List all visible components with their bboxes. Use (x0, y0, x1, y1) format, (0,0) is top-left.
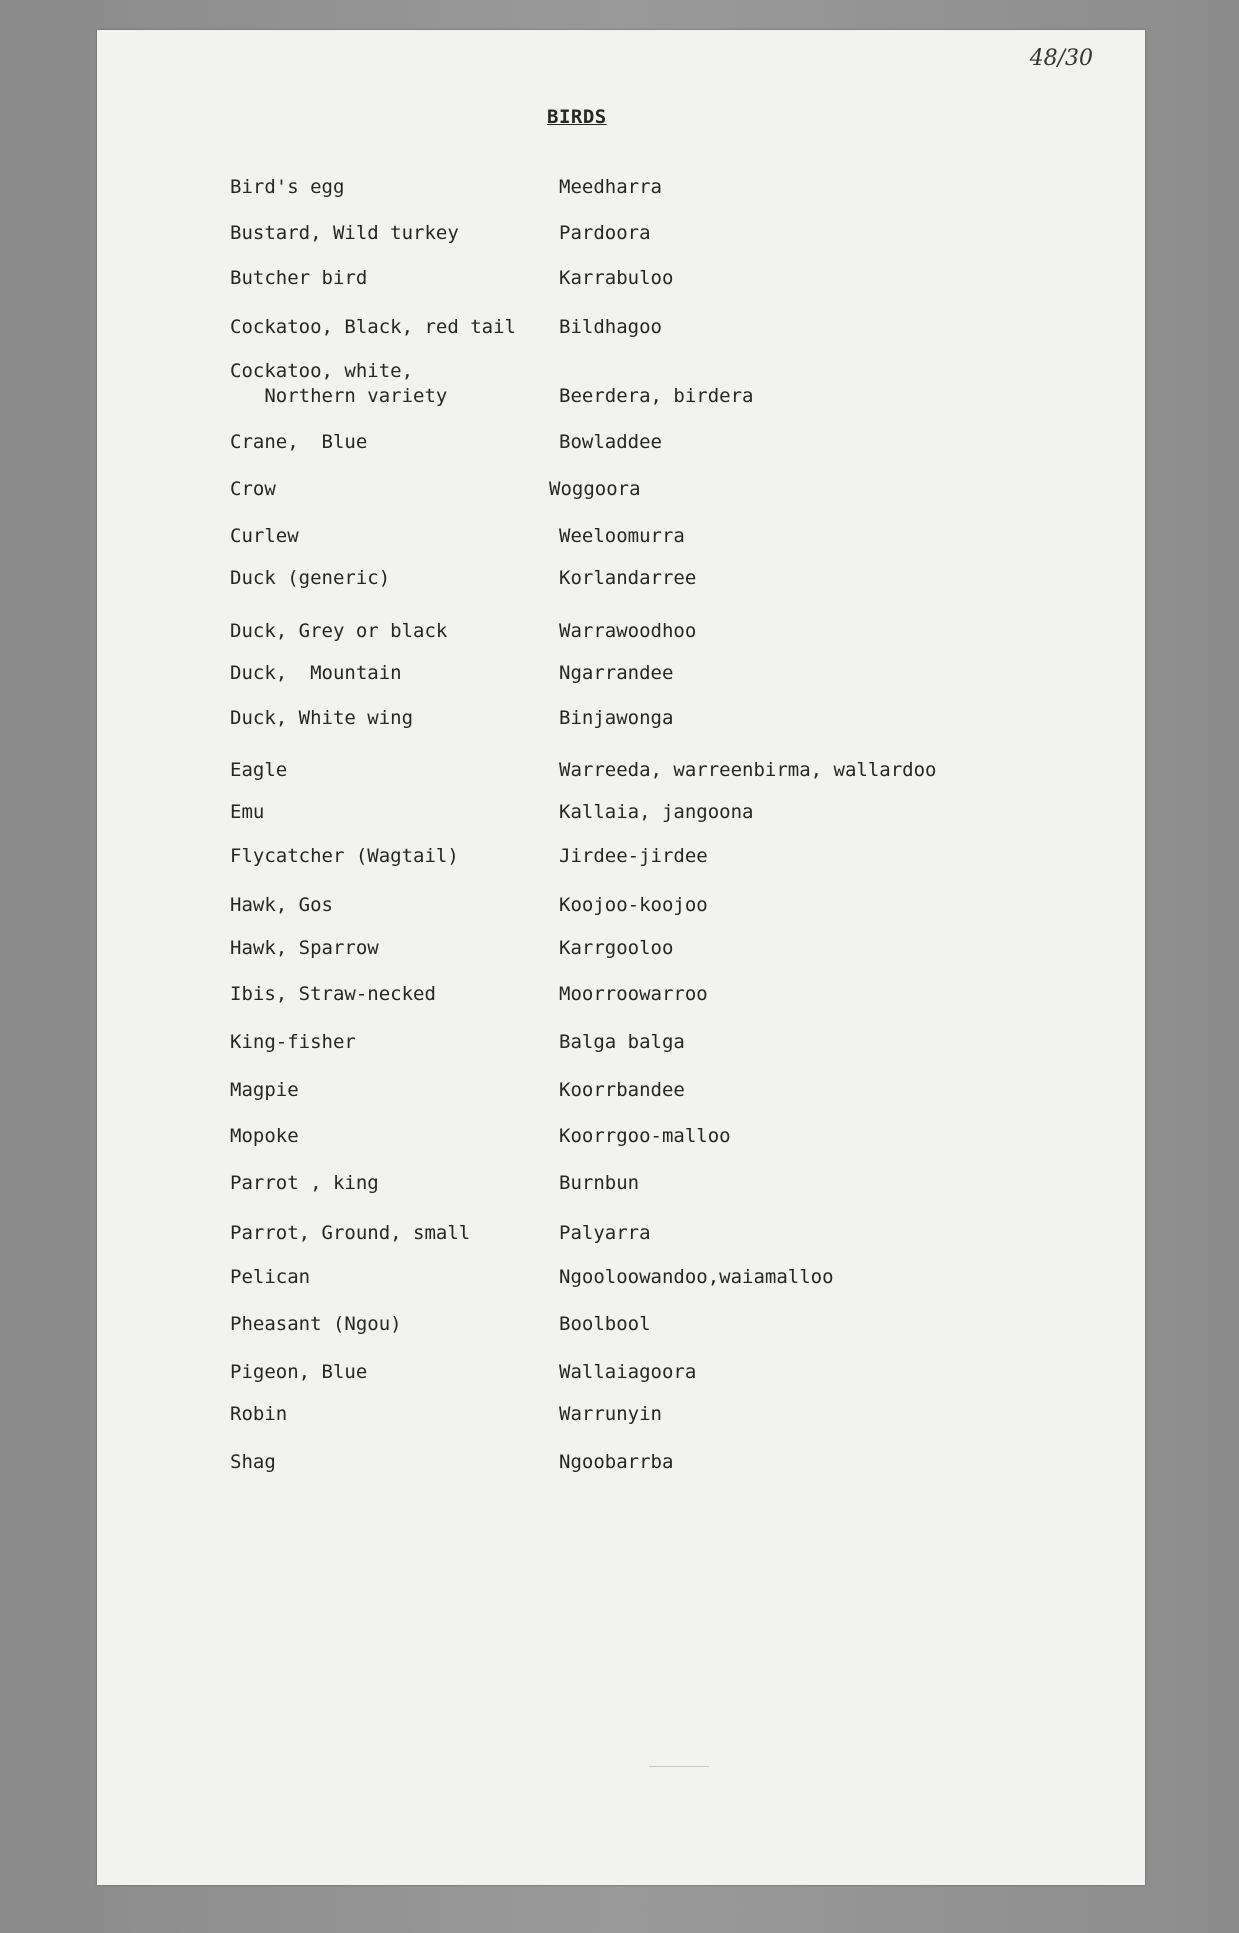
aboriginal-term: Weeloomurra (559, 525, 685, 547)
english-term: Cockatoo, white, Northern variety (230, 360, 448, 407)
aboriginal-term: Ngooloowandoo,waiamalloo (559, 1266, 834, 1288)
aboriginal-term: Warrawoodhoo (559, 620, 697, 642)
english-term: Hawk, Sparrow (230, 937, 379, 959)
aboriginal-term: Korlandarree (559, 567, 697, 589)
english-term: Duck, Grey or black (230, 620, 448, 642)
english-term: Hawk, Gos (230, 894, 333, 916)
english-term: Mopoke (230, 1125, 299, 1147)
english-term: Butcher bird (230, 267, 368, 289)
aboriginal-term: Ngoobarrba (559, 1451, 674, 1473)
aboriginal-term: Ngarrandee (559, 662, 674, 684)
handwritten-reference-number: 48/30 (1029, 46, 1093, 71)
aboriginal-term: Karrgooloo (559, 937, 674, 959)
english-term: Pigeon, Blue (230, 1361, 368, 1383)
english-term: Bird's egg (230, 176, 345, 198)
english-term: Pheasant (Ngou) (230, 1313, 402, 1335)
paper-mark (649, 1766, 709, 1767)
english-term: Parrot , king (230, 1172, 379, 1194)
english-term: Flycatcher (Wagtail) (230, 845, 459, 867)
aboriginal-term: Woggoora (549, 478, 641, 500)
aboriginal-term: Burnbun (559, 1172, 640, 1194)
english-term: Pelican (230, 1266, 311, 1288)
aboriginal-term: Koorrbandee (559, 1079, 685, 1101)
aboriginal-term: Meedharra (559, 176, 662, 198)
english-term: Magpie (230, 1079, 299, 1101)
english-term: Parrot, Ground, small (230, 1222, 471, 1244)
aboriginal-term: Koorrgoo-malloo (559, 1125, 731, 1147)
aboriginal-term: Jirdee-jirdee (559, 845, 708, 867)
english-term: Curlew (230, 525, 299, 547)
english-term: Duck, White wing (230, 707, 414, 729)
english-term: Crow (230, 478, 276, 500)
document-sheet (97, 30, 1145, 1885)
aboriginal-term: Koojoo-koojoo (559, 894, 708, 916)
aboriginal-term: Bowladdee (559, 431, 662, 453)
english-term: Shag (230, 1451, 276, 1473)
english-term: Robin (230, 1403, 288, 1425)
aboriginal-term: Bildhagoo (559, 316, 662, 338)
aboriginal-term: Wallaiagoora (559, 1361, 697, 1383)
english-term: Emu (230, 801, 265, 823)
english-term: Duck, Mountain (230, 662, 402, 684)
aboriginal-term: Binjawonga (559, 707, 674, 729)
aboriginal-term: Warreeda, warreenbirma, wallardoo (559, 759, 937, 781)
english-term: King-fisher (230, 1031, 356, 1053)
aboriginal-term: Beerdera, birdera (559, 385, 754, 407)
aboriginal-term: Boolbool (559, 1313, 651, 1335)
english-term: Duck (generic) (230, 567, 391, 589)
english-term: Cockatoo, Black, red tail (230, 316, 516, 338)
aboriginal-term: Palyarra (559, 1222, 651, 1244)
aboriginal-term: Kallaia, jangoona (559, 801, 754, 823)
aboriginal-term: Balga balga (559, 1031, 685, 1053)
aboriginal-term: Karrabuloo (559, 267, 674, 289)
english-term: Eagle (230, 759, 288, 781)
aboriginal-term: Pardoora (559, 222, 651, 244)
english-term: Ibis, Straw-necked (230, 983, 436, 1005)
vocabulary-list (97, 30, 1145, 1885)
aboriginal-term: Moorroowarroo (559, 983, 708, 1005)
page-title: BIRDS (547, 106, 607, 128)
english-term: Crane, Blue (230, 431, 368, 453)
aboriginal-term: Warrunyin (559, 1403, 662, 1425)
english-term: Bustard, Wild turkey (230, 222, 459, 244)
